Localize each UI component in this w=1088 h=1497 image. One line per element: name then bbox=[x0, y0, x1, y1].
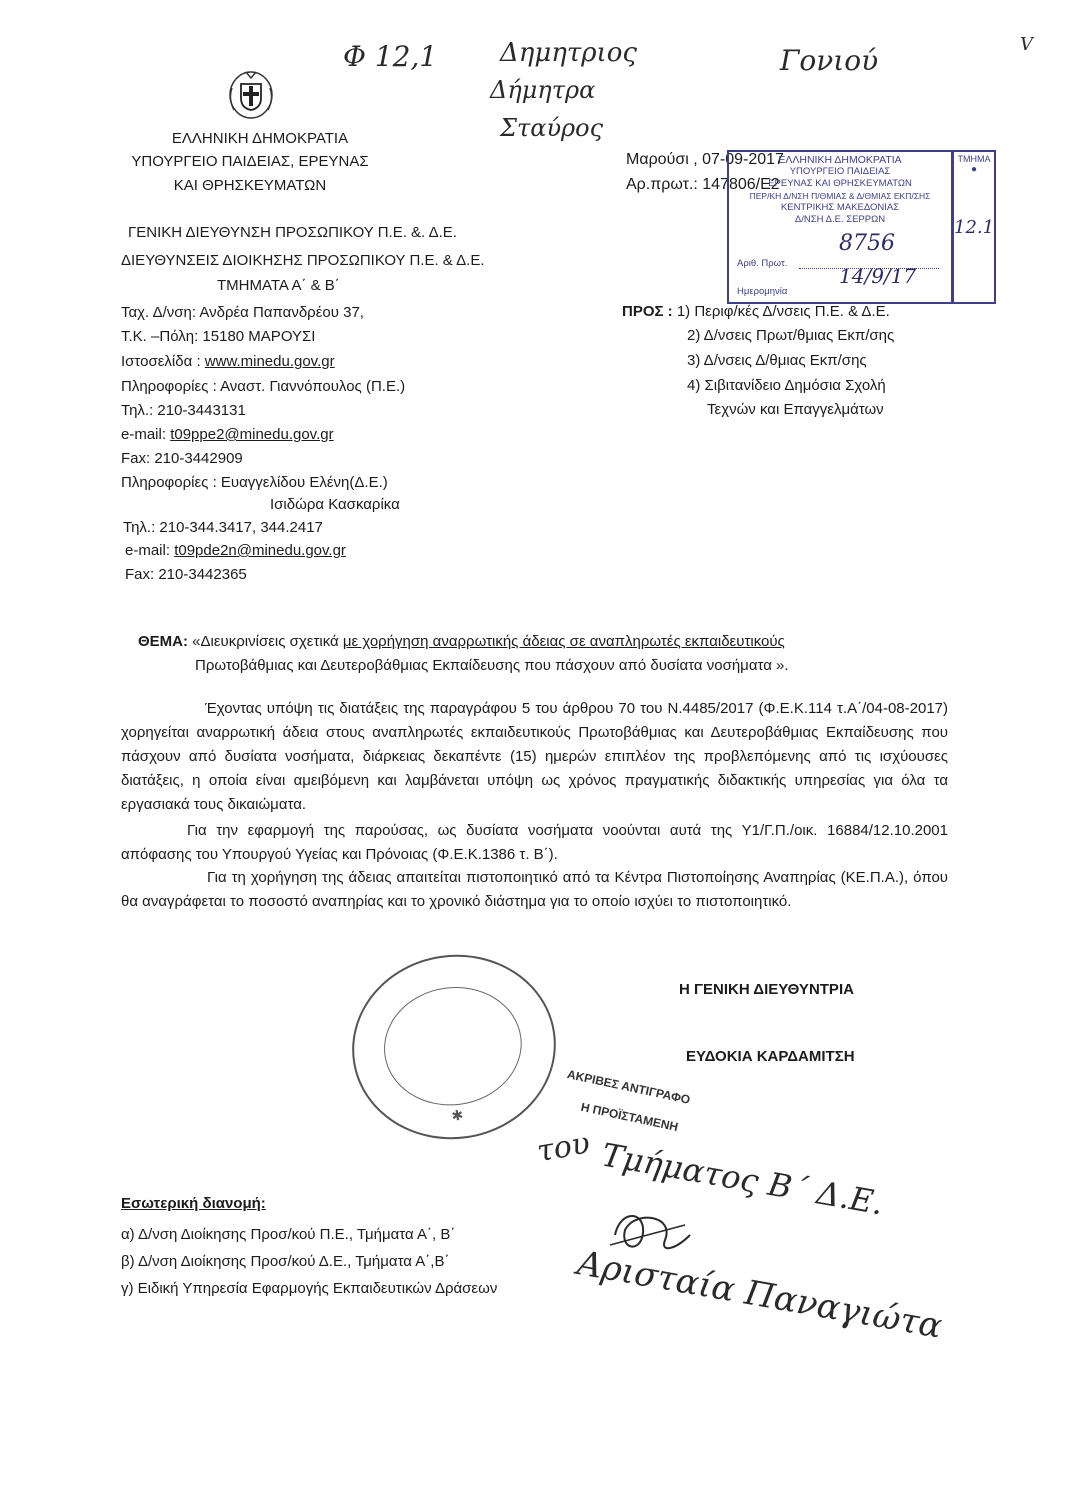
distribution-item-3: γ) Ειδική Υπηρεσία Εφαρμογής Εκπαιδευτικών Δράσεων bbox=[121, 1280, 498, 1297]
stamp-date-value: 14/9/17 bbox=[839, 264, 917, 288]
email-line-2 bbox=[125, 542, 346, 559]
handwritten-code: Φ 12,1 bbox=[343, 40, 438, 73]
section-stamp bbox=[952, 150, 996, 304]
email-line-1 bbox=[121, 426, 334, 443]
section-stamp-value: 12.1 bbox=[954, 217, 995, 238]
received-stamp bbox=[727, 150, 953, 304]
distribution-title: Εσωτερική διανομή: bbox=[121, 1195, 266, 1212]
phone-2: Τηλ.: 210-344.3417, 344.2417 bbox=[123, 519, 323, 536]
official-seal bbox=[340, 942, 568, 1153]
subject-line-2: Πρωτοβάθμιας και Δευτεροβάθμιας Εκπαίδευσης που πάσχουν από δυσίατα νοσήματα ». bbox=[195, 657, 789, 674]
seal-inner-ring bbox=[376, 978, 529, 1114]
stamp-number-label: Αριθ. Πρωτ. bbox=[737, 258, 788, 269]
info-contact-2: Πληροφορίες : Ευαγγελίδου Ελένη(Δ.Ε.) bbox=[121, 474, 388, 491]
section-stamp-dot-icon: ● bbox=[970, 164, 978, 175]
greek-emblem-icon bbox=[228, 68, 274, 124]
protocol-number: Αρ.πρωτ.: 147806/Ε2 bbox=[626, 176, 780, 193]
header-line-1: ΕΛΛΗΝΙΚΗ ΔΗΜΟΚΡΑΤΙΑ bbox=[171, 130, 349, 147]
distribution-item-1: α) Δ/νση Διοίκησης Προσ/κού Π.Ε., Τμήματα Α΄, Β΄ bbox=[121, 1226, 456, 1243]
stamp-line-4: ΠΕΡ/ΚΗ Δ/ΝΣΗ Π/ΘΜΙΑΣ & Δ/ΘΜΙΑΣ ΕΚΠ/ΣΗΣ bbox=[749, 191, 931, 201]
recipients-line-1 bbox=[622, 303, 890, 320]
recipient-2: 2) Δ/νσεις Πρωτ/θμιας Εκπ/σης bbox=[687, 327, 895, 344]
address: Ταχ. Δ/νση: Ανδρέα Παπανδρέου 37, bbox=[121, 304, 364, 321]
stamp-number-value: 8756 bbox=[839, 231, 895, 256]
handwritten-corner-mark: V bbox=[1020, 34, 1033, 55]
info-contact-1: Πληροφορίες : Αναστ. Γιαννόπουλος (Π.Ε.) bbox=[121, 378, 406, 395]
body-paragraph-3: Για τη χορήγηση της άδειας απαιτείται πιστοποιητικό από τα Κέντρα Πιστοποίησης Αναπηρίας (ΚΕ.Π.Α.), όπου θα αναγράφεται το ποσοστό αναπηρίας και το χρονικό διάστημα για το οποίο ισχύει το πιστοποιητικό. bbox=[121, 869, 948, 910]
website-line bbox=[121, 353, 335, 370]
distribution-item-2: β) Δ/νση Διοίκησης Προσ/κού Δ.Ε., Τμήματα Α΄,Β΄ bbox=[121, 1253, 450, 1270]
email-link-2[interactable]: t09pde2n@minedu.gov.gr bbox=[174, 542, 346, 559]
handwritten-top-right: Γονιού bbox=[780, 44, 879, 77]
handwritten-name-3: Σταύρος bbox=[500, 114, 604, 142]
recipient-4b: Τεχνών και Επαγγελμάτων bbox=[707, 401, 884, 418]
email-link-1[interactable]: t09ppe2@minedu.gov.gr bbox=[170, 426, 334, 443]
recipients-label: ΠΡΟΣ : bbox=[622, 303, 677, 320]
stamp-date-label: Ημερομηνία bbox=[737, 286, 788, 297]
stamp-line-6: Δ/ΝΣΗ Δ.Ε. ΣΕΡΡΩΝ bbox=[794, 214, 886, 225]
email-label-2: e-mail: bbox=[125, 542, 175, 559]
stamp-line-1: ΕΛΛΗΝΙΚΗ ΔΗΜΟΚΡΑΤΙΑ bbox=[778, 154, 902, 166]
website-label: Ιστοσελίδα : bbox=[121, 353, 205, 370]
header-line-2: ΥΠΟΥΡΓΕΙΟ ΠΑΙΔΕΙΑΣ, ΕΡΕΥΝΑΣ bbox=[131, 153, 369, 170]
handwritten-of: του bbox=[534, 1125, 593, 1170]
copy-stamp-line-1: ΑΚΡΙΒΕΣ ΑΝΤΙΓΡΑΦΟ bbox=[565, 1067, 692, 1107]
info-contact-2b: Ισιδώρα Κασκαρίκα bbox=[270, 496, 400, 513]
department-line-1: ΓΕΝΙΚΗ ΔΙΕΥΘΥΝΣΗ ΠΡΟΣΩΠΙΚΟΥ Π.Ε. &. Δ.Ε. bbox=[128, 224, 457, 241]
fax-1: Fax: 210-3442909 bbox=[121, 450, 243, 467]
website-link[interactable]: www.minedu.gov.gr bbox=[204, 353, 335, 370]
subject-text-b: με χορήγηση αναρρωτικής άδειας σε αναπληρωτές εκπαιδευτικούς bbox=[342, 633, 785, 650]
signature-title: Η ΓΕΝΙΚΗ ΔΙΕΥΘΥΝΤΡΙΑ bbox=[679, 981, 854, 998]
email-label-1: e-mail: bbox=[121, 426, 171, 443]
recipient-3: 3) Δ/νσεις Δ/θμιας Εκπ/σης bbox=[687, 352, 867, 369]
stamp-line-3: ΕΡΕΥΝΑΣ ΚΑΙ ΘΡΗΣΚΕΥΜΑΤΩΝ bbox=[768, 178, 912, 189]
recipient-1: 1) Περιφ/κές Δ/νσεις Π.Ε. & Δ.Ε. bbox=[676, 303, 890, 320]
handwritten-name-2: Δήμητρα bbox=[490, 76, 596, 104]
subject-line-1 bbox=[138, 633, 785, 650]
subject-text-a: «Διευκρινίσεις σχετικά bbox=[192, 633, 343, 650]
seal-star-icon: ✱ bbox=[450, 1106, 465, 1124]
fax-2: Fax: 210-3442365 bbox=[125, 566, 247, 583]
recipient-4: 4) Σιβιτανίδειο Δημόσια Σχολή bbox=[687, 377, 886, 394]
handwritten-signatory-name: Αρισταία Παναγιώτα bbox=[574, 1243, 946, 1347]
department-line-2: ΔΙΕΥΘΥΝΣΕΙΣ ΔΙΟΙΚΗΣΗΣ ΠΡΟΣΩΠΙΚΟΥ Π.Ε. & Δ.Ε. bbox=[121, 252, 485, 269]
body-paragraph-2: Για την εφαρμογή της παρούσας, ως δυσίατα νοσήματα νοούνται αυτά της Υ1/Γ.Π./οικ. 16884/12.10.2001 απόφασης του Υπουργού Υγείας και Πρόνοιας (Φ.Ε.Κ.1386 τ. Β΄). bbox=[121, 822, 948, 863]
handwritten-name-1: Δημητριος bbox=[500, 38, 637, 68]
postal-code: Τ.Κ. –Πόλη: 15180 ΜΑΡΟΥΣΙ bbox=[121, 328, 316, 345]
copy-stamp-line-2: Η ΠΡΟΪΣΤΑΜΕΝΗ bbox=[579, 1099, 680, 1135]
subject-label: ΘΕΜΑ: bbox=[138, 633, 193, 650]
stamp-line-2: ΥΠΟΥΡΓΕΙΟ ΠΑΙΔΕΙΑΣ bbox=[789, 166, 891, 177]
phone-1: Τηλ.: 210-3443131 bbox=[121, 402, 246, 419]
stamp-line-5: ΚΕΝΤΡΙΚΗΣ ΜΑΚΕΔΟΝΙΑΣ bbox=[780, 202, 900, 213]
place-date: Μαρούσι , 07-09-2017 bbox=[626, 151, 784, 168]
handwritten-section: Τμήματος Β΄ Δ.Ε. bbox=[598, 1135, 887, 1223]
section-stamp-label: ΤΜΗΜΑ bbox=[957, 154, 991, 164]
signature-name: ΕΥΔΟΚΙΑ ΚΑΡΔΑΜΙΤΣΗ bbox=[686, 1048, 855, 1065]
department-line-3: ΤΜΗΜΑΤΑ Α΄ & Β΄ bbox=[217, 277, 340, 294]
header-line-3: ΚΑΙ ΘΡΗΣΚΕΥΜΑΤΩΝ bbox=[173, 177, 327, 194]
body-paragraph-1: Έχοντας υπόψη τις διατάξεις της παραγράφου 5 του άρθρου 70 του Ν.4485/2017 (Φ.Ε.Κ.114 τ.Α΄/04-08-2017) χορηγείται αναρρωτική άδεια στους αναπληρωτές εκπαιδευτικούς Πρωτοβάθμιας και Δευτεροβάθμιας Εκπαίδευσης που πάσχουν από δυσίατα νοσήματα, διάρκειας δεκαπέντε (15) ημερών επιπλέον της προβλεπόμενης από τις ισχύουσες διατάξεις, η οποία είναι αμειβόμενη και λαμβάνεται υπόψη ως χρόνος πραγματικής διδακτικής υπηρεσίας για όλα τα εργασιακά τους δικαιώματα. bbox=[121, 700, 948, 813]
